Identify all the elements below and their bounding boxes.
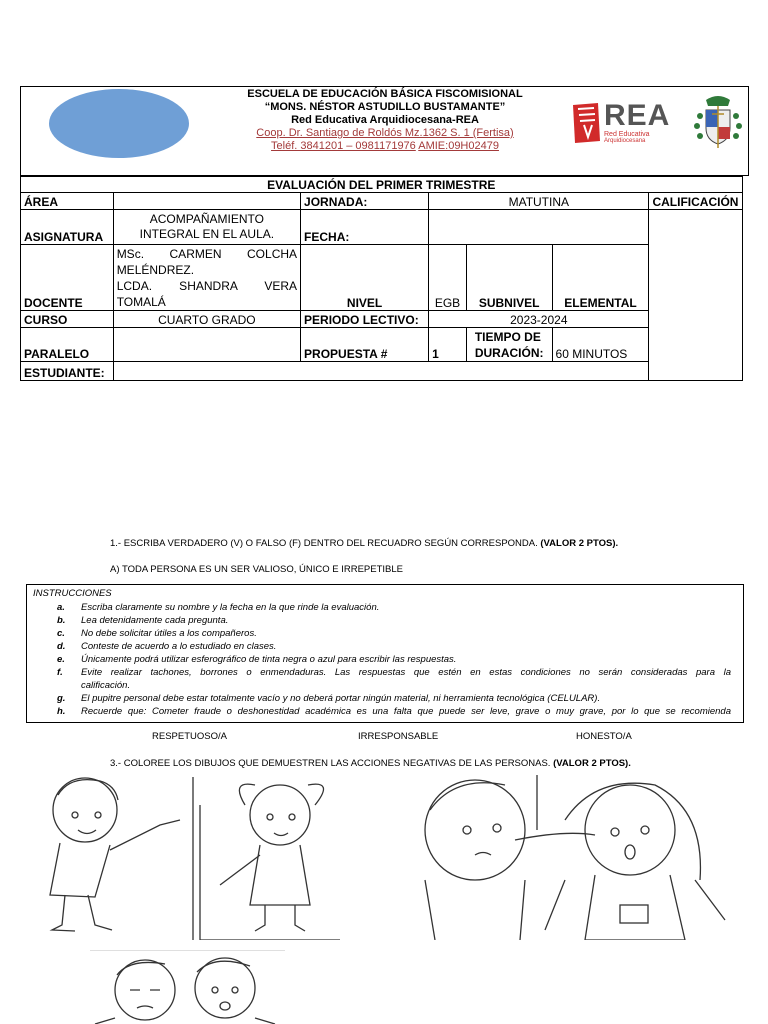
jornada-value: MATUTINA xyxy=(429,193,649,210)
instruction-letter: e. xyxy=(57,654,65,665)
docente-line3: LCDA. SHANDRA VERA xyxy=(116,278,298,293)
subnivel-label: SUBNIVEL xyxy=(466,245,552,311)
fecha-field[interactable] xyxy=(429,210,649,245)
paralelo-label: PARALELO xyxy=(21,328,114,362)
nivel-value: EGB xyxy=(429,245,467,311)
exam-info-table xyxy=(20,176,749,381)
calificacion-field[interactable] xyxy=(649,210,742,381)
instructions-list xyxy=(0,601,768,721)
tiempo-label xyxy=(466,328,552,362)
instruction-text: Únicamente podrá utilizar esferográfico de tinta negra o azul para escribir las respuestas. xyxy=(81,654,457,665)
propuesta-label: PROPUESTA # xyxy=(301,328,429,362)
estudiante-label: ESTUDIANTE: xyxy=(21,362,114,381)
instruction-text: calificación. xyxy=(81,680,131,691)
school-contact xyxy=(200,140,570,153)
fecha-label: FECHA: xyxy=(301,210,429,245)
hair-pulling-drawing[interactable] xyxy=(415,770,735,940)
school-patron: “MONS. NÉSTOR ASTUDILLO BUSTAMANTE” xyxy=(264,101,506,113)
tiempo-label-line2: DURACIÓN: xyxy=(474,346,544,360)
instruction-letter: g. xyxy=(57,693,66,704)
option-honesto: HONESTO/A xyxy=(576,731,632,742)
question-3 xyxy=(110,758,631,769)
tiempo-value: 60 MINUTOS xyxy=(552,328,649,362)
question-3-text: 3.- COLOREE LOS DIBUJOS QUE DEMUESTREN LAS ACCIONES NEGATIVAS DE LAS PERSONAS. xyxy=(110,758,551,769)
docente-line4: TOMALÁ xyxy=(116,294,166,309)
crest-icon xyxy=(690,94,746,152)
instruction-text: No debe solicitar útiles a los compañeros. xyxy=(81,628,257,639)
question-1-value: (VALOR 2 PTOS). xyxy=(540,538,619,549)
asignatura-value: ACOMPAÑAMIENTO INTEGRAL EN EL AULA. xyxy=(113,210,300,245)
option-irresponsable: IRRESPONSABLE xyxy=(358,731,439,742)
school-address: Coop. Dr. Santiago de Roldós Mz.1362 S. 1 (Fertisa) xyxy=(256,127,514,139)
rea-logo-sub2: Arquidiocesana xyxy=(604,138,646,144)
school-name: ESCUELA DE EDUCACIÓN BÁSICA FISCOMISIONAL xyxy=(247,88,523,100)
instruction-text: Conteste de acuerdo a lo estudiado en clases. xyxy=(81,641,277,652)
rea-logo-text: REA xyxy=(604,99,671,132)
instruction-text: Lea detenidamente cada pregunta. xyxy=(81,615,229,626)
instruction-letter: b. xyxy=(57,615,66,626)
instruction-letter: a. xyxy=(57,602,65,613)
school-info xyxy=(200,88,570,153)
asignatura-label: ASIGNATURA xyxy=(21,210,114,245)
instruction-text: Recuerde que: Cometer fraude o deshonestidad académica es una falta que puede ser leve, grave o muy grave, por lo que se recomienda xyxy=(81,706,731,717)
estudiante-field[interactable] xyxy=(113,362,649,381)
rea-logo-sub1: Red Educativa xyxy=(604,131,650,138)
paralelo-field[interactable] xyxy=(113,328,300,362)
archdiocese-crest xyxy=(690,94,746,152)
school-phone: Teléf. 3841201 – 0981171976 xyxy=(271,140,416,152)
jornada-label: JORNADA: xyxy=(301,193,429,210)
instruction-text: El pupitre personal debe estar totalmente vacío y no deberá portar ningún material, ni herramienta tecnológica (CELULAR). xyxy=(81,693,601,704)
instruction-letter: f. xyxy=(57,667,63,678)
periodo-value: 2023-2024 xyxy=(429,311,649,328)
instruction-letter: d. xyxy=(57,641,66,652)
exam-title: EVALUACIÓN DEL PRIMER TRIMESTRE xyxy=(21,177,743,193)
option-respetuoso: RESPETUOSO/A xyxy=(152,731,227,742)
arguing-children-drawing[interactable] xyxy=(85,950,295,1024)
curso-value: CUARTO GRADO xyxy=(113,311,300,328)
docente-label: DOCENTE xyxy=(21,245,114,311)
tiempo-label-line1: TIEMPO DE xyxy=(474,330,541,344)
propuesta-value: 1 xyxy=(429,328,467,362)
school-amie: AMIE:09H02479 xyxy=(418,140,499,152)
area-label: ÁREA xyxy=(21,193,114,210)
instruction-letter: c. xyxy=(57,628,65,639)
periodo-label: PERIODO LECTIVO: xyxy=(301,311,429,328)
school-network: Red Educativa Arquidiocesana-REA xyxy=(291,114,479,126)
rea-logo xyxy=(570,99,670,147)
docente-line2: MELÉNDREZ. xyxy=(116,262,195,277)
question-3-value: (VALOR 2 PTOS). xyxy=(553,758,631,769)
calificacion-label: CALIFICACIÓN xyxy=(649,193,742,210)
logo-placeholder-oval xyxy=(49,89,189,158)
instruction-text: Escriba claramente su nombre y la fecha en la que rinde la evaluación. xyxy=(81,602,380,613)
docente-line1: MSc. CARMEN COLCHA xyxy=(116,246,298,261)
docente-value xyxy=(113,245,300,311)
instruction-text: Evite realizar tachones, borrones o enmendaduras. Las respuestas que estén en estas condiciones no serán consideradas para la xyxy=(81,667,731,678)
instruction-letter: h. xyxy=(57,706,66,717)
subnivel-value: ELEMENTAL xyxy=(552,245,649,311)
question-1-text: 1.- ESCRIBA VERDADERO (V) O FALSO (F) DENTRO DEL RECUADRO SEGÚN CORRESPONDA. xyxy=(110,538,538,549)
instructions-title: INSTRUCCIONES xyxy=(33,588,112,599)
question-1 xyxy=(110,538,618,549)
curso-label: CURSO xyxy=(21,311,114,328)
nivel-label: NIVEL xyxy=(301,245,429,311)
question-1-item-a: A) TODA PERSONA ES UN SER VALIOSO, ÚNICO E IRREPETIBLE xyxy=(110,564,403,575)
greeting-children-drawing[interactable] xyxy=(40,775,340,940)
area-field[interactable] xyxy=(113,193,300,210)
